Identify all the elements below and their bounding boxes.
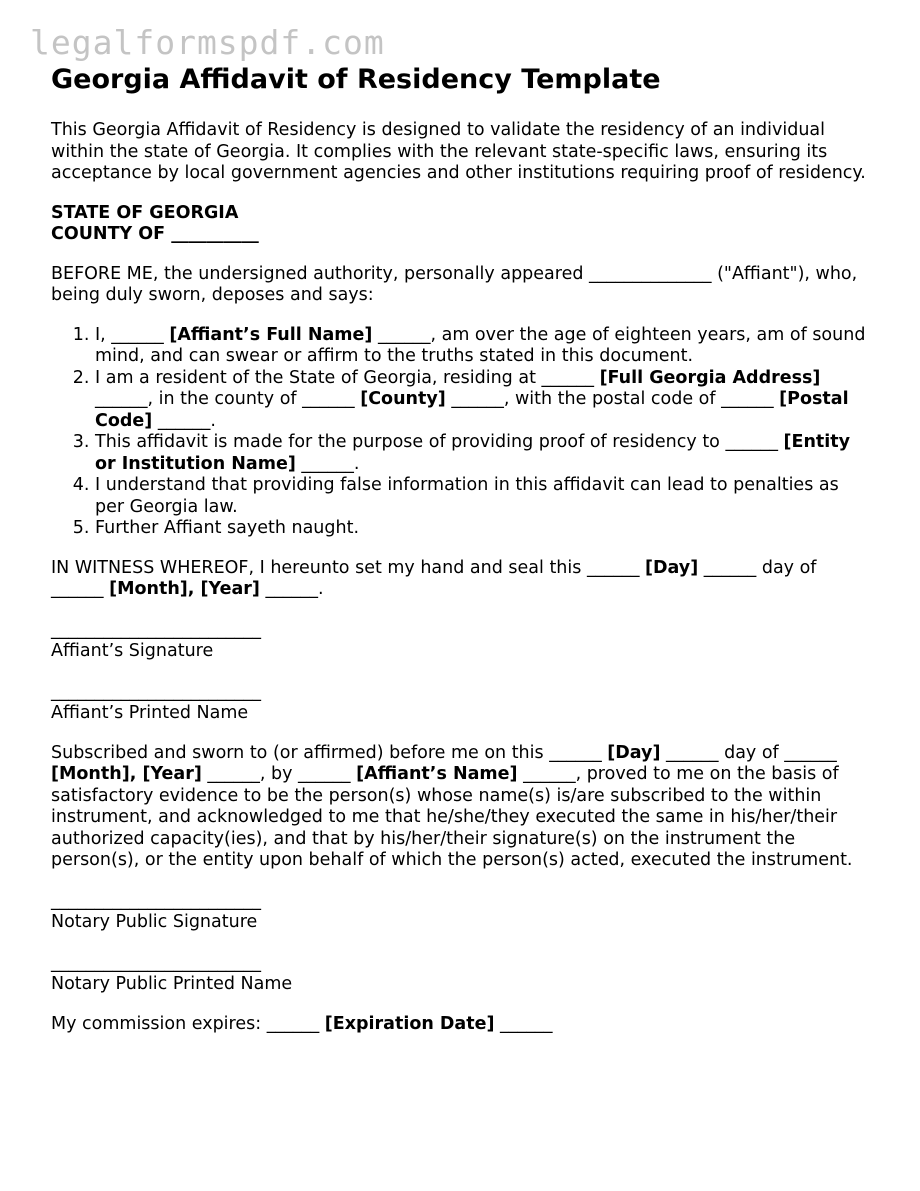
- statement-5: 5. Further Affiant sayeth naught.: [95, 518, 871, 540]
- statement-4: 4. I understand that providing false information in this affidavit can lead to penalties as per Georgia law.: [95, 475, 871, 518]
- affiant-signature-block: [51, 620, 871, 663]
- notary-printed-name-label: Notary Public Printed Name: [51, 974, 293, 994]
- signature-line: ________________________: [51, 890, 261, 911]
- notary-printed-name-block: [51, 953, 871, 996]
- statement-1: 1. I, ______ [Affiant’s Full Name] ______, am over the age of eighteen years, am of sound mind, and can swear or affirm to the truths stated in this document.: [95, 325, 871, 368]
- notary-jurat-paragraph: Subscribed and sworn to (or affirmed) before me on this ______ [Day] ______ day of ______ [Month], [Year] ______, by ______ [Affiant’s Name] ______, proved to me on the basis of satisfactory evidence to be the person(s) whose name(s) is/are subscribed to the within instrument, and acknowledged to me that he/she/they executed the same in his/her/their authorized capacity(ies), and that by his/her/their signature(s) on the instrument the person(s), or the entity upon behalf of which the person(s) acted, executed the instrument.: [51, 742, 853, 870]
- statement-2: 2. I am a resident of the State of Georgia, residing at ______ [Full Georgia Address] ______, in the county of ______ [County] ______, with the postal code of ______ [Postal Code] ______.: [95, 368, 871, 433]
- commission-expires: My commission expires: ______ [Expiration Date] ______: [51, 1013, 553, 1034]
- document-page: [51, 64, 871, 1035]
- state-heading: STATE OF GEORGIA: [51, 202, 239, 223]
- signature-line: ________________________: [51, 952, 261, 973]
- notary-signature-label: Notary Public Signature: [51, 912, 258, 932]
- affiant-printed-name-label: Affiant’s Printed Name: [51, 703, 249, 723]
- notary-signature-block: [51, 891, 871, 934]
- signature-line: ________________________: [51, 681, 261, 702]
- statement-3: 3. This affidavit is made for the purpose of providing proof of residency to ______ [Entity or Institution Name] ______.: [95, 432, 871, 475]
- signature-line: ________________________: [51, 619, 261, 640]
- venue-block: [51, 203, 871, 246]
- affidavit-statements: [51, 325, 871, 540]
- intro-paragraph: This Georgia Affidavit of Residency is designed to validate the residency of an individual within the state of Georgia. It complies with the relevant state-specific laws, ensuring its acceptance by local government agencies and other institutions requiring proof of residency.: [51, 120, 866, 183]
- witness-paragraph: IN WITNESS WHEREOF, I hereunto set my hand and seal this ______ [Day] ______ day of ______ [Month], [Year] ______.: [51, 557, 817, 599]
- affiant-signature-label: Affiant’s Signature: [51, 641, 214, 661]
- document-title: Georgia Affidavit of Residency Template: [51, 64, 661, 95]
- before-me-paragraph: BEFORE ME, the undersigned authority, personally appeared ______________ ("Affiant"), who, being duly sworn, deposes and says:: [51, 263, 858, 305]
- county-heading: COUNTY OF __________: [51, 224, 259, 244]
- affiant-printed-name-block: [51, 682, 871, 725]
- watermark: legalformspdf.com: [30, 23, 385, 62]
